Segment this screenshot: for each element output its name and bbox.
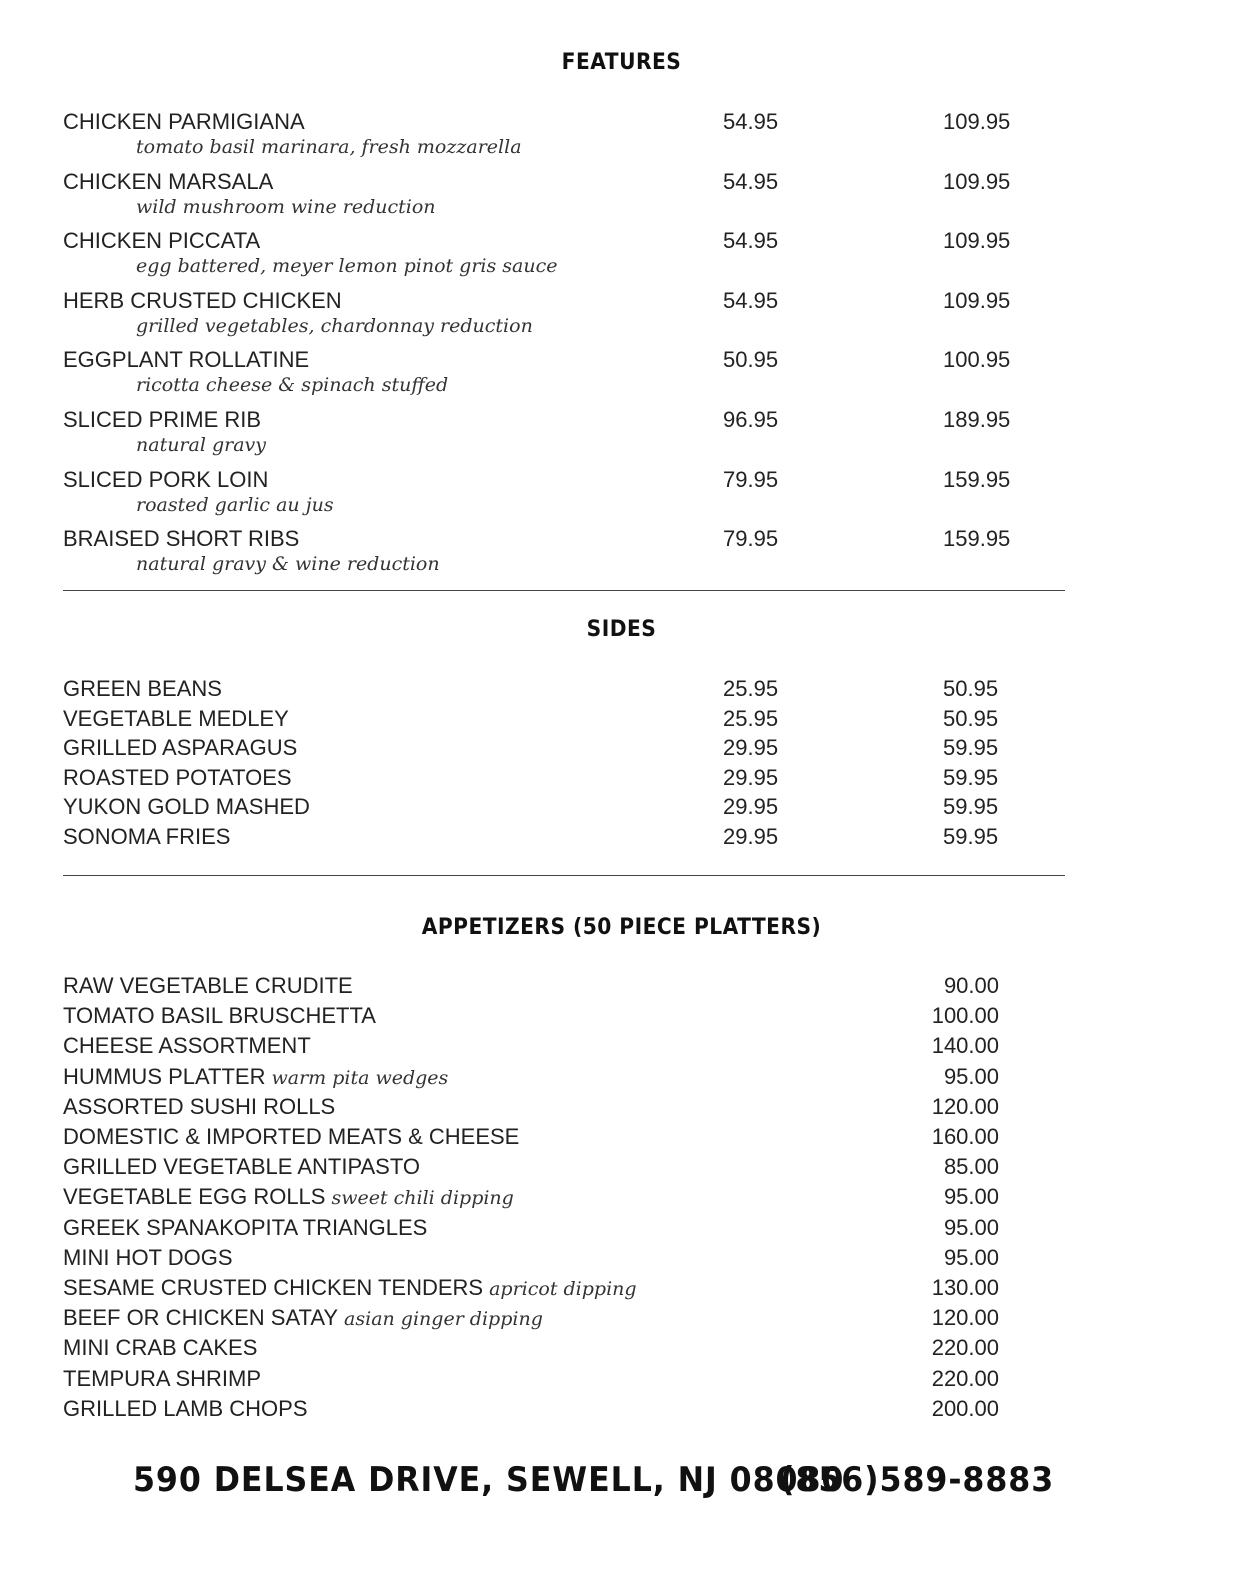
full-tray-price: 50.95 <box>943 705 999 731</box>
item-name: CHICKEN PICCATA <box>63 228 261 254</box>
appetizer-item <box>63 1124 1063 1154</box>
side-item <box>63 706 1063 736</box>
feature-item <box>63 169 1063 229</box>
sides-heading: SIDES <box>586 617 657 642</box>
side-item <box>63 824 1063 854</box>
appetizer-item <box>63 1064 1063 1094</box>
item-description: warm pita wedges <box>271 1066 449 1089</box>
item-name <box>63 1366 261 1392</box>
item-name <box>63 1124 519 1150</box>
item-name <box>63 1305 543 1331</box>
full-tray-price: 109.95 <box>943 228 1011 254</box>
item-description: egg battered, meyer lemon pinot gris sauce <box>136 255 558 278</box>
item-name: SLICED PRIME RIB <box>63 407 262 432</box>
item-name: ROASTED POTATOES <box>63 764 292 790</box>
platter-price: 95.00 <box>943 1063 999 1089</box>
item-description: natural gravy <box>136 434 267 456</box>
appetizer-item <box>63 1184 1063 1214</box>
item-name <box>63 1275 637 1301</box>
item-description: natural gravy & wine reduction <box>136 553 440 576</box>
full-tray-price: 59.95 <box>943 794 999 820</box>
appetizer-item <box>63 1215 1063 1245</box>
feature-item <box>63 288 1063 348</box>
full-tray-price: 59.95 <box>943 764 999 790</box>
item-name <box>63 1094 335 1120</box>
item-name-text: TOMATO BASIL BRUSCHETTA <box>63 1003 376 1029</box>
item-name <box>63 1215 427 1241</box>
half-tray-price: 54.95 <box>723 287 779 313</box>
full-tray-price: 109.95 <box>943 109 1011 134</box>
appetizer-item <box>63 1245 1063 1275</box>
item-name-text: RAW VEGETABLE CRUDITE <box>63 973 353 998</box>
appetizer-item <box>63 1305 1063 1335</box>
appetizers-heading: APPETIZERS (50 PIECE PLATTERS) <box>421 915 822 940</box>
item-name <box>63 1396 308 1422</box>
item-name: EGGPLANT ROLLATINE <box>63 347 310 373</box>
item-name-text: VEGETABLE EGG ROLLS <box>63 1184 326 1210</box>
full-tray-price: 189.95 <box>943 407 1011 432</box>
item-name-text: ASSORTED SUSHI ROLLS <box>63 1093 336 1119</box>
appetizer-item <box>63 1396 1063 1426</box>
item-name: BRAISED SHORT RIBS <box>63 526 300 552</box>
platter-price: 220.00 <box>931 1335 999 1361</box>
item-name-text: HUMMUS PLATTER <box>63 1063 266 1089</box>
item-name: SLICED PORK LOIN <box>63 466 269 492</box>
item-description: apricot dipping <box>489 1278 637 1300</box>
full-tray-price: 50.95 <box>943 676 999 701</box>
appetizer-item <box>63 1003 1063 1033</box>
item-name: CHICKEN MARSALA <box>63 168 274 194</box>
platter-price: 140.00 <box>931 1033 999 1059</box>
item-name: GRILLED ASPARAGUS <box>63 735 298 761</box>
full-tray-price: 59.95 <box>943 735 999 761</box>
item-name-text: BEEF OR CHICKEN SATAY <box>63 1305 339 1331</box>
full-tray-price: 109.95 <box>943 287 1011 313</box>
half-tray-price: 29.95 <box>723 735 779 761</box>
platter-price: 220.00 <box>931 1365 999 1391</box>
platter-price: 130.00 <box>931 1275 999 1300</box>
item-name: HERB CRUSTED CHICKEN <box>63 287 342 313</box>
feature-item <box>63 109 1063 169</box>
platter-price: 85.00 <box>943 1154 999 1180</box>
item-name <box>63 1184 514 1210</box>
phone-number: (856)589-8883 <box>780 1460 1055 1500</box>
platter-price: 120.00 <box>931 1093 999 1119</box>
item-name-text: GRILLED LAMB CHOPS <box>63 1395 308 1421</box>
section-divider <box>63 590 1065 591</box>
item-name <box>63 1335 257 1361</box>
item-description: tomato basil marinara, fresh mozzarella <box>136 136 522 158</box>
section-divider <box>63 875 1065 876</box>
appetizer-item <box>63 1275 1063 1305</box>
full-tray-price: 109.95 <box>943 168 1011 194</box>
appetizer-item <box>63 1033 1063 1063</box>
feature-item <box>63 407 1063 467</box>
platter-price: 95.00 <box>943 1244 999 1270</box>
half-tray-price: 25.95 <box>723 705 779 731</box>
full-tray-price: 159.95 <box>943 466 1011 492</box>
platter-price: 200.00 <box>931 1395 999 1421</box>
item-name <box>63 1064 448 1090</box>
half-tray-price: 54.95 <box>723 109 779 134</box>
platter-price: 120.00 <box>931 1305 999 1331</box>
item-description: sweet chili dipping <box>331 1187 514 1210</box>
feature-item <box>63 228 1063 288</box>
full-tray-price: 59.95 <box>943 824 999 849</box>
item-description: roasted garlic au jus <box>136 493 334 516</box>
half-tray-price: 54.95 <box>723 228 779 254</box>
item-name: CHICKEN PARMIGIANA <box>63 109 305 134</box>
item-name-text: GREEK SPANAKOPITA TRIANGLES <box>63 1214 428 1240</box>
item-name <box>63 1003 376 1029</box>
half-tray-price: 50.95 <box>723 347 779 373</box>
appetizer-item <box>63 1094 1063 1124</box>
half-tray-price: 25.95 <box>723 676 779 701</box>
half-tray-price: 29.95 <box>723 764 779 790</box>
item-name <box>63 1245 233 1271</box>
feature-item <box>63 526 1063 586</box>
half-tray-price: 79.95 <box>723 526 779 552</box>
platter-price: 90.00 <box>943 973 999 998</box>
item-name-text: GRILLED VEGETABLE ANTIPASTO <box>63 1154 421 1180</box>
full-tray-price: 100.95 <box>943 347 1011 373</box>
side-item <box>63 735 1063 765</box>
platter-price: 160.00 <box>931 1124 999 1149</box>
item-name <box>63 1154 420 1180</box>
platter-price: 95.00 <box>943 1184 999 1210</box>
item-name <box>63 1033 311 1059</box>
half-tray-price: 96.95 <box>723 407 779 432</box>
item-name-text: SESAME CRUSTED CHICKEN TENDERS <box>63 1275 484 1300</box>
item-name: VEGETABLE MEDLEY <box>63 705 289 731</box>
appetizer-item <box>63 1335 1063 1365</box>
side-item <box>63 676 1063 706</box>
item-name: GREEN BEANS <box>63 676 222 701</box>
address: 590 DELSEA DRIVE, SEWELL, NJ 08080 <box>133 1460 845 1500</box>
item-name-text: MINI HOT DOGS <box>63 1244 233 1270</box>
item-name: SONOMA FRIES <box>63 824 231 849</box>
full-tray-price: 159.95 <box>943 526 1011 552</box>
feature-item <box>63 347 1063 407</box>
appetizer-item <box>63 973 1063 1003</box>
side-item <box>63 794 1063 824</box>
half-tray-price: 54.95 <box>723 168 779 194</box>
feature-item <box>63 467 1063 527</box>
appetizer-item <box>63 1366 1063 1396</box>
platter-price: 95.00 <box>943 1214 999 1240</box>
features-heading: FEATURES <box>561 50 682 75</box>
half-tray-price: 29.95 <box>723 794 779 820</box>
item-name-text: TEMPURA SHRIMP <box>63 1365 262 1391</box>
item-name-text: DOMESTIC & IMPORTED MEATS & CHEESE <box>63 1124 520 1149</box>
item-description: asian ginger dipping <box>344 1308 543 1331</box>
half-tray-price: 29.95 <box>723 824 779 849</box>
half-tray-price: 79.95 <box>723 466 779 492</box>
item-description: wild mushroom wine reduction <box>136 195 436 218</box>
platter-price: 100.00 <box>931 1003 999 1029</box>
side-item <box>63 765 1063 795</box>
item-name-text: MINI CRAB CAKES <box>63 1335 258 1361</box>
appetizer-item <box>63 1154 1063 1184</box>
item-name-text: CHEESE ASSORTMENT <box>63 1033 311 1059</box>
item-description: grilled vegetables, chardonnay reduction <box>136 314 533 337</box>
item-name: YUKON GOLD MASHED <box>63 794 310 820</box>
item-name <box>63 973 353 999</box>
item-description: ricotta cheese & spinach stuffed <box>136 374 449 397</box>
